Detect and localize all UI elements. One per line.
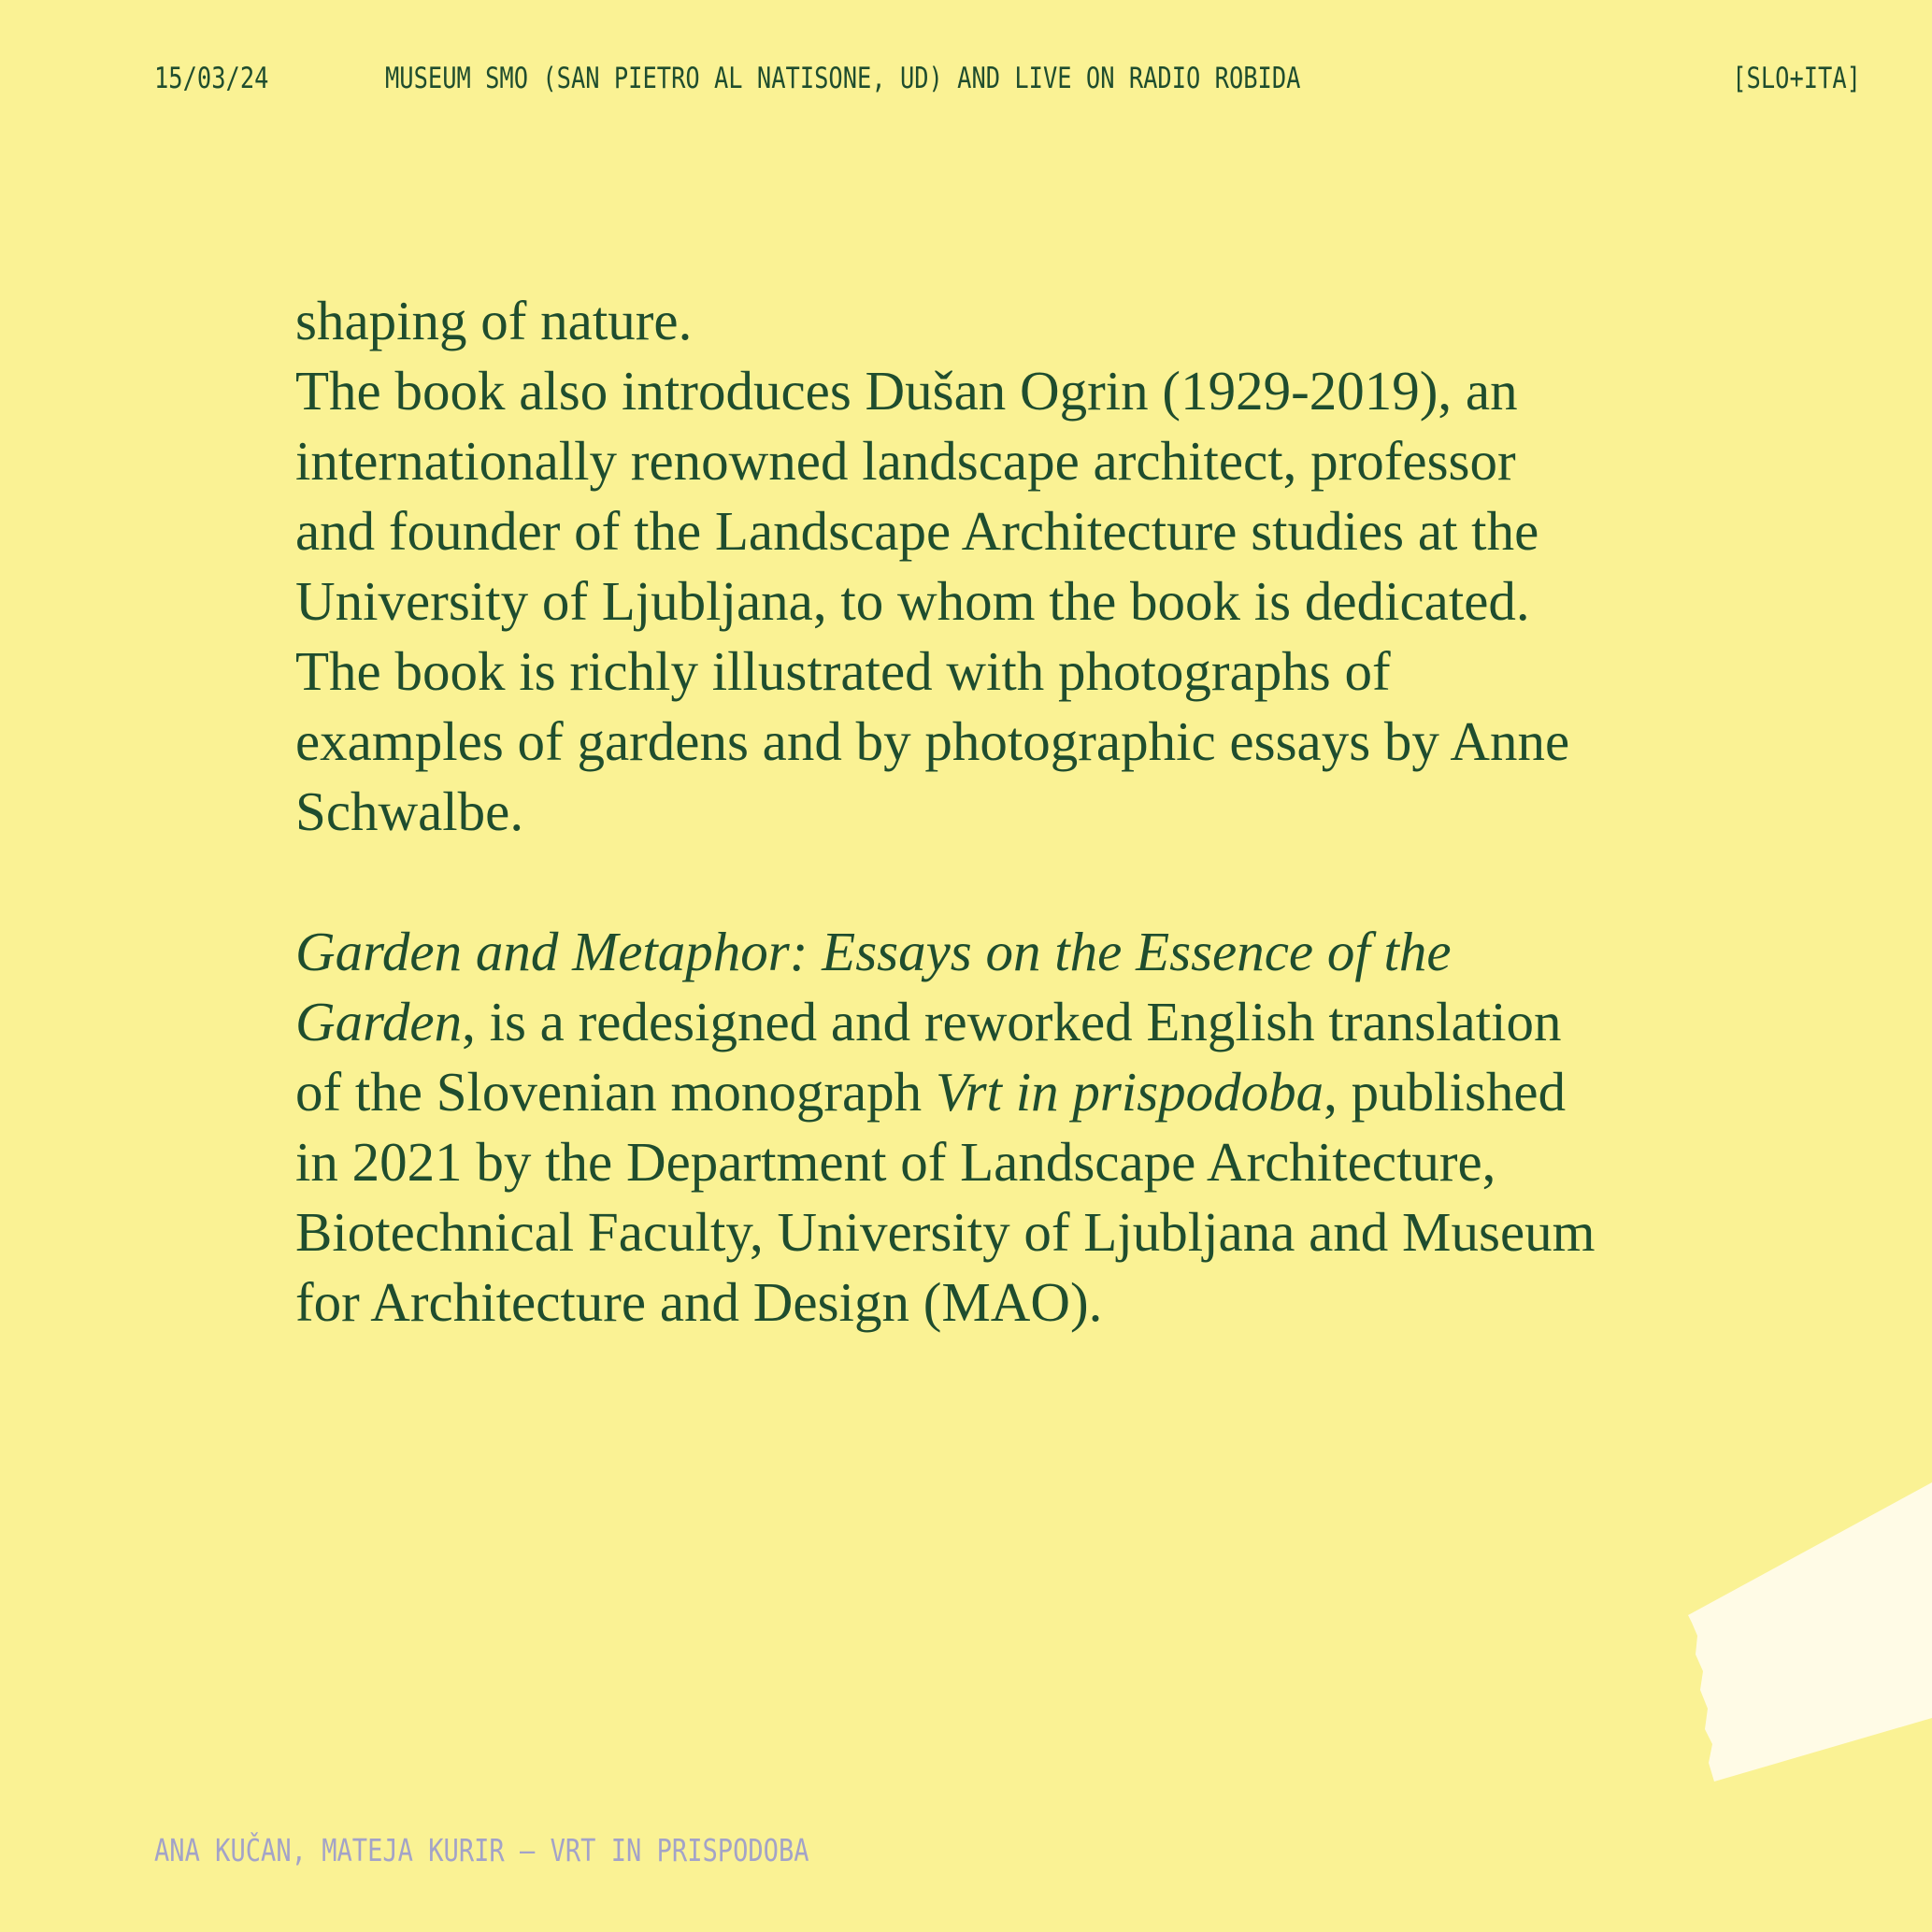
body-line: internationally renowned landscape architect, professor (295, 430, 1516, 492)
article-body (295, 286, 1697, 1338)
book-title-line (295, 917, 1697, 987)
body-line: Schwalbe. (295, 780, 524, 842)
event-languages: [SLO+ITA] (1732, 62, 1861, 95)
book-title-end: Garden (295, 991, 463, 1052)
event-venue: MUSEUM SMO (SAN PIETRO AL NATISONE, UD) AND LIVE ON RADIO ROBIDA (385, 62, 1301, 95)
original-title: Vrt in prispodoba (935, 1061, 1324, 1123)
body-line: and founder of the Landscape Architecture studies at the (295, 500, 1539, 562)
page-header (0, 62, 1932, 108)
body-line: Biotechnical Faculty, University of Ljubljana and Museum (295, 1201, 1596, 1263)
book-title: Garden and Metaphor: Essays on the Essence of the (295, 921, 1452, 982)
body-line (295, 1057, 1697, 1127)
body-line: for Architecture and Design (MAO). (295, 1271, 1103, 1333)
tape-strip-decoration (1688, 1458, 1932, 1795)
footer-credit: ANA KUČAN, MATEJA KURIR – VRT IN PRISPODOBA (154, 1832, 809, 1868)
body-line: University of Ljubljana, to whom the book is dedicated. (295, 570, 1530, 632)
paragraph-gap (295, 847, 1697, 917)
body-text-segment: , published (1324, 1061, 1567, 1123)
body-text-segment: of the Slovenian monograph (295, 1061, 936, 1123)
body-line: The book also introduces Dušan Ogrin (1929-2019), an (295, 360, 1518, 422)
event-date: 15/03/24 (154, 62, 269, 95)
body-line: shaping of nature. (295, 290, 693, 351)
body-text-segment: , is a redesigned and reworked English translation (462, 991, 1562, 1052)
body-line: in 2021 by the Department of Landscape Architecture, (295, 1131, 1496, 1193)
body-line: examples of gardens and by photographic essays by Anne (295, 710, 1570, 772)
body-line: The book is richly illustrated with photographs of (295, 640, 1391, 702)
tape-shape (1688, 1482, 1932, 1782)
body-line (295, 987, 1697, 1057)
